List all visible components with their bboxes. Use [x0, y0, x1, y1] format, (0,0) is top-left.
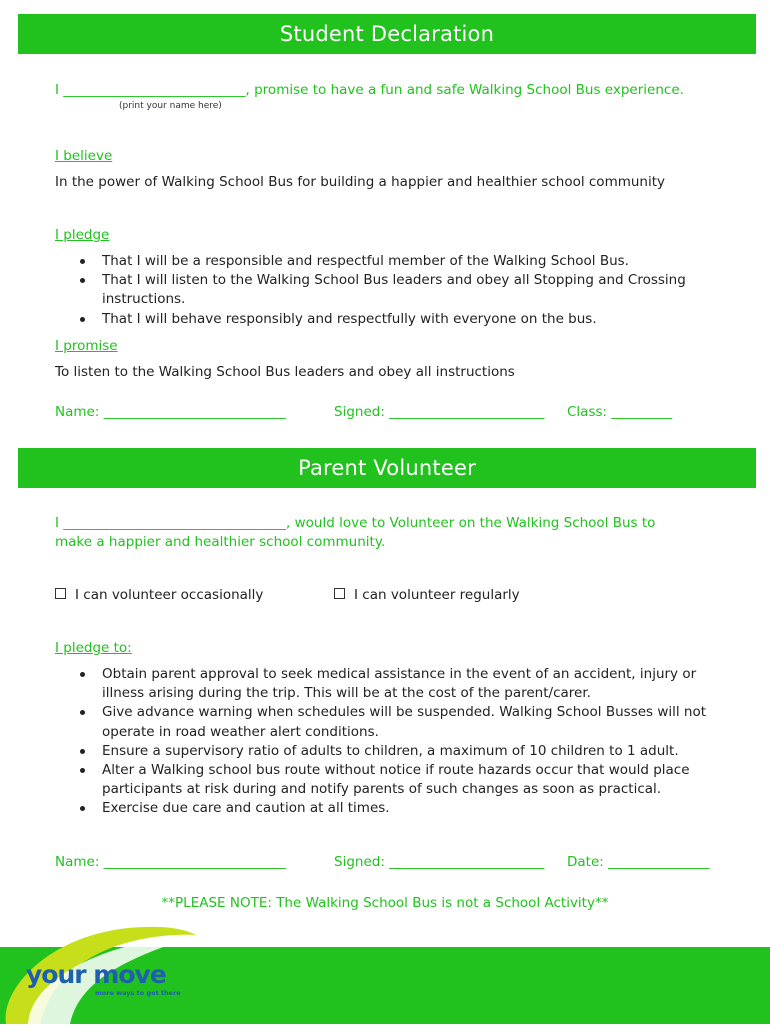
parent-intro-suffix: , would love to Volunteer on the Walking School Bus to	[286, 515, 656, 531]
student-class-field[interactable]: Class: _________	[567, 404, 673, 420]
list-item: Exercise due care and caution at all times.	[55, 799, 715, 818]
student-signed-field[interactable]: Signed: _______________________	[334, 404, 545, 420]
parent-name-field[interactable]: Name: ___________________________	[55, 854, 286, 870]
parent-intro-prefix: I	[55, 515, 59, 531]
parent-name-blank[interactable]: _________________________________	[63, 515, 287, 531]
student-pledge-list	[55, 252, 695, 329]
logo-brand: your move	[26, 960, 166, 989]
i-promise-heading: I promise	[55, 338, 118, 354]
i-pledge-heading: I pledge	[55, 227, 110, 243]
volunteer-regularly-option[interactable]	[334, 586, 520, 604]
logo-tagline: more ways to get there	[95, 989, 181, 997]
parent-volunteer-banner	[18, 448, 756, 488]
parent-date-field[interactable]: Date: _______________	[567, 854, 710, 870]
parent-volunteer-title: Parent Volunteer	[298, 456, 476, 480]
parent-signed-field[interactable]: Signed: _______________________	[334, 854, 545, 870]
i-promise-text: To listen to the Walking School Bus leaders and obey all instructions	[55, 364, 515, 380]
your-move-logo	[0, 915, 220, 1024]
volunteer-occasionally-option[interactable]	[55, 586, 263, 604]
parent-intro-line-2: make a happier and healthier school community.	[55, 534, 386, 550]
i-believe-text: In the power of Walking School Bus for building a happier and healthier school community	[55, 174, 666, 190]
parent-pledge-list	[55, 665, 715, 819]
print-name-hint: (print your name here)	[119, 101, 222, 111]
list-item: That I will behave responsibly and respectfully with everyone on the bus.	[55, 310, 695, 329]
student-declaration-title: Student Declaration	[279, 22, 495, 46]
list-item: Ensure a supervisory ratio of adults to children, a maximum of 10 children to 1 adult.	[55, 742, 715, 761]
school-activity-note: **PLEASE NOTE: The Walking School Bus is not a School Activity**	[161, 895, 609, 911]
volunteer-occasionally-checkbox[interactable]	[55, 588, 66, 599]
list-item: That I will listen to the Walking School Bus leaders and obey all Stopping and Crossing instructions.	[55, 271, 695, 309]
student-name-field[interactable]: Name: ___________________________	[55, 404, 286, 420]
volunteer-regularly-checkbox[interactable]	[334, 588, 345, 599]
student-name-blank[interactable]: ___________________________	[63, 82, 246, 98]
i-believe-heading: I believe	[55, 148, 113, 164]
parent-intro-line-1	[55, 514, 655, 532]
student-intro-suffix: , promise to have a fun and safe Walking School Bus experience.	[245, 82, 684, 98]
list-item: Give advance warning when schedules will be suspended. Walking School Busses will not operate in road weather alert conditions.	[55, 703, 715, 741]
list-item: Obtain parent approval to seek medical assistance in the event of an accident, injury or illness arising during the trip. This will be at the cost of the parent/carer.	[55, 665, 715, 703]
list-item: That I will be a responsible and respectful member of the Walking School Bus.	[55, 252, 695, 271]
student-intro-prefix: I	[55, 82, 59, 98]
parent-pledge-heading: I pledge to:	[55, 640, 132, 656]
volunteer-regularly-label: I can volunteer regularly	[354, 587, 520, 603]
student-declaration-banner	[18, 14, 756, 54]
volunteer-occasionally-label: I can volunteer occasionally	[75, 587, 264, 603]
list-item: Alter a Walking school bus route without notice if route hazards occur that would place participants at risk during and notify parents of such changes as soon as practical.	[55, 761, 715, 799]
